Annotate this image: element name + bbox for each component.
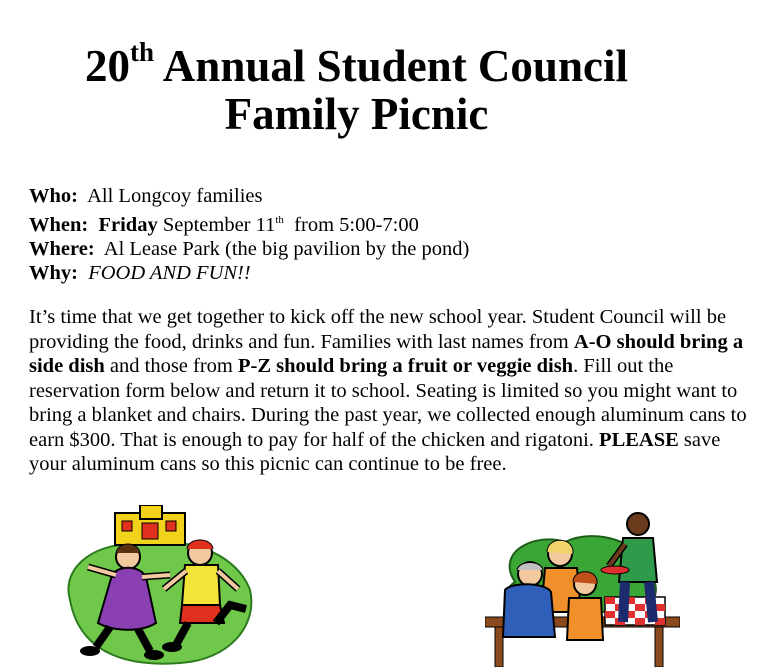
when-date-suffix: th bbox=[275, 214, 284, 226]
para-text-3: . Fill out the reservation form below and return it to school. Seating is limited so you might want to bring a blanket and chairs. During the past year, we collected enough aluminum cans to earn $300. That is enough to pay for half of the chicken and rigatoni. bbox=[29, 355, 747, 451]
why-value: FOOD AND FUN!! bbox=[88, 261, 251, 284]
when-label: When: bbox=[29, 213, 89, 236]
who-row bbox=[29, 184, 469, 208]
who-label: Who: bbox=[29, 185, 78, 207]
page-title-line1 bbox=[0, 30, 743, 92]
event-info bbox=[29, 184, 469, 285]
why-row bbox=[29, 261, 469, 285]
when-day: Friday bbox=[98, 213, 158, 236]
where-label: Where: bbox=[29, 237, 95, 260]
para-text-1: It’s time that we get together to kick off the new school year. Student Council will be providing the food, drinks and fun. Families with last names from bbox=[29, 306, 727, 353]
para-bold-pz: P-Z should bring a fruit or veggie dish bbox=[238, 355, 574, 377]
when-date: September 11 bbox=[157, 213, 276, 236]
para-text-2: and those from bbox=[104, 355, 239, 377]
kids-playing-clipart bbox=[60, 505, 255, 665]
who-value: All Longcoy families bbox=[87, 185, 263, 207]
body-paragraph bbox=[29, 305, 749, 477]
title-line1-text: Annual Student Council bbox=[154, 41, 628, 91]
title-ordinal-suffix: th bbox=[130, 37, 155, 67]
where-value: Al Lease Park (the big pavilion by the pond) bbox=[103, 237, 470, 260]
para-bold-please: PLEASE bbox=[599, 428, 679, 451]
para-bold-ao: A-O should bring a side dish bbox=[29, 330, 744, 377]
page-title-line2: Family Picnic bbox=[224, 89, 489, 139]
when-row bbox=[29, 208, 469, 237]
when-time: from 5:00-7:00 bbox=[289, 213, 419, 236]
family-picnic-clipart bbox=[485, 512, 680, 667]
why-label: Why: bbox=[29, 261, 78, 284]
where-row bbox=[29, 237, 469, 261]
para-text-4: save your aluminum cans so this picnic can continue to be free. bbox=[29, 428, 721, 475]
title-ordinal-number: 20 bbox=[85, 41, 131, 91]
